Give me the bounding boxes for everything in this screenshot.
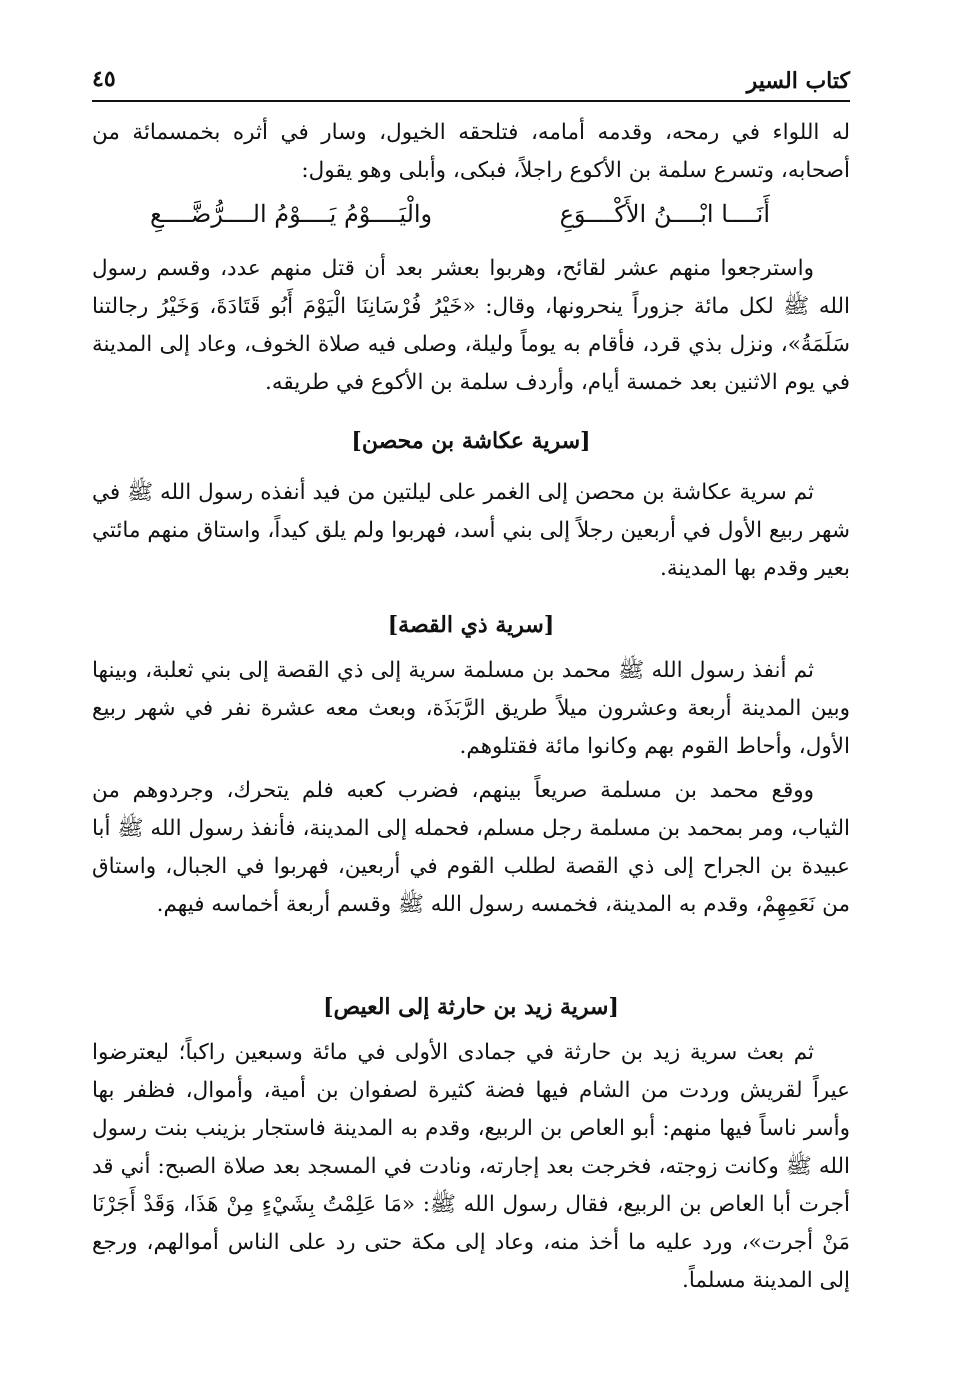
paragraph-5: ووقع محمد بن مسلمة صريعاً بينهم، فضرب كعبه فلم يتحرك، وجردوهم من الثياب، ومر بمحمد بن مسلمة رجل مسلم، فحمله إلى المدينة، فأنفذ رسول الله ﷺ أبا عبيدة بن الجراح إلى ذي القصة لطلب القوم في أربعين، فهربوا في الجبال، واستاق من نَعَمِهِمْ، وقدم به المدينة، فخمسه رسول الله ﷺ وقسم أربعة أخماسه فيهم.: [92, 778, 850, 917]
verse-second-hemistich: والْيَــــوْمُ يَــــوْمُ الــــرُّضَّــــعِ: [150, 200, 433, 228]
verse-first-hemistich: أَنَــــا ابْــــنُ الأَكْــــوَعِ: [559, 200, 770, 228]
paragraph-3: ثم سرية عكاشة بن محصن إلى الغمر على ليلتين من فيد أنفذه رسول الله ﷺ في شهر ربيع الأول في أربعين رجلاً إلى بني أسد، فهربوا ولم يلق كيداً، واستاق منهم مائتي بعير وقدم بها المدينة.: [92, 480, 850, 581]
page-header: [92, 64, 850, 102]
paragraph-6: ثم بعث سرية زيد بن حارثة في جمادى الأولى في مائة وسبعين راكباً؛ ليعترضوا عيراً لقريش وردت من الشام فيها فضة كثيرة لصفوان بن أمية، وأموال، فظفر بها وأسر ناساً فيها منهم: أبو العاص بن الربيع، وقدم به المدينة فاستجار بزينب بنت رسول الله ﷺ وكانت زوجته، فخرجت بعد إجارته، ونادت في المسجد بعد صلاة الصبح: أني قد أجرت أبا العاص بن الربيع، فقال رسول الله ﷺ: «مَا عَلِمْتُ بِشَيْءٍ مِنْ هَذَا، وَقَدْ أَجَرْنَا مَنْ أجرت»، ورد عليه ما أخذ منه، وعاد إلى مكة حتى رد على الناس أموالهم، ورجع إلى المدينة مسلماً.: [92, 1040, 850, 1293]
running-title: كتاب السير: [739, 68, 850, 94]
section-heading-dhul-qassa: [سرية ذي القصة]: [387, 612, 555, 638]
paragraph-2: واسترجعوا منهم عشر لقائح، وهربوا بعشر بعد أن قتل منهم عدد، وقسم رسول الله ﷺ لكل مائة جزوراً ينحرونها، وقال: «خَيْرُ فُرْسَانِنَا الْيَوْمَ أَبُو قَتَادَةَ، وَخَيْرُ رجالتنا سَلَمَةُ»، ونزل بذي قرد، فأقام به يوماً وليلة، وصلى فيه صلاة الخوف، وعاد إلى المدينة في يوم الاثنين بعد خمسة أيام، وأردف سلمة بن الأكوع في طريقه.: [92, 256, 850, 395]
paragraph-1: له اللواء في رمحه، وقدمه أمامه، فتلحقه الخيول، وسار في أثره بخمسمائة من أصحابه، وتسرع سلمة بن الأكوع راجلاً، فبكى، وأبلى وهو يقول:: [92, 120, 850, 183]
paragraph-4: ثم أنفذ رسول الله ﷺ محمد بن مسلمة سرية إلى ذي القصة إلى بني ثعلبة، وبينها وبين المدينة أربعة وعشرون ميلاً طريق الرَّبَذَة، وبعث معه عشرة نفر في شهر ربيع الأول، وأحاط القوم بهم وكانوا مائة فقتلوهم.: [92, 658, 850, 759]
poetry-verse: [150, 200, 770, 240]
section-heading-zayd-al-is: [سرية زيد بن حارثة إلى العيص]: [323, 994, 619, 1020]
page-number: ٤٥: [92, 66, 124, 92]
section-heading-ukasha: [سرية عكاشة بن محصن]: [351, 428, 591, 454]
